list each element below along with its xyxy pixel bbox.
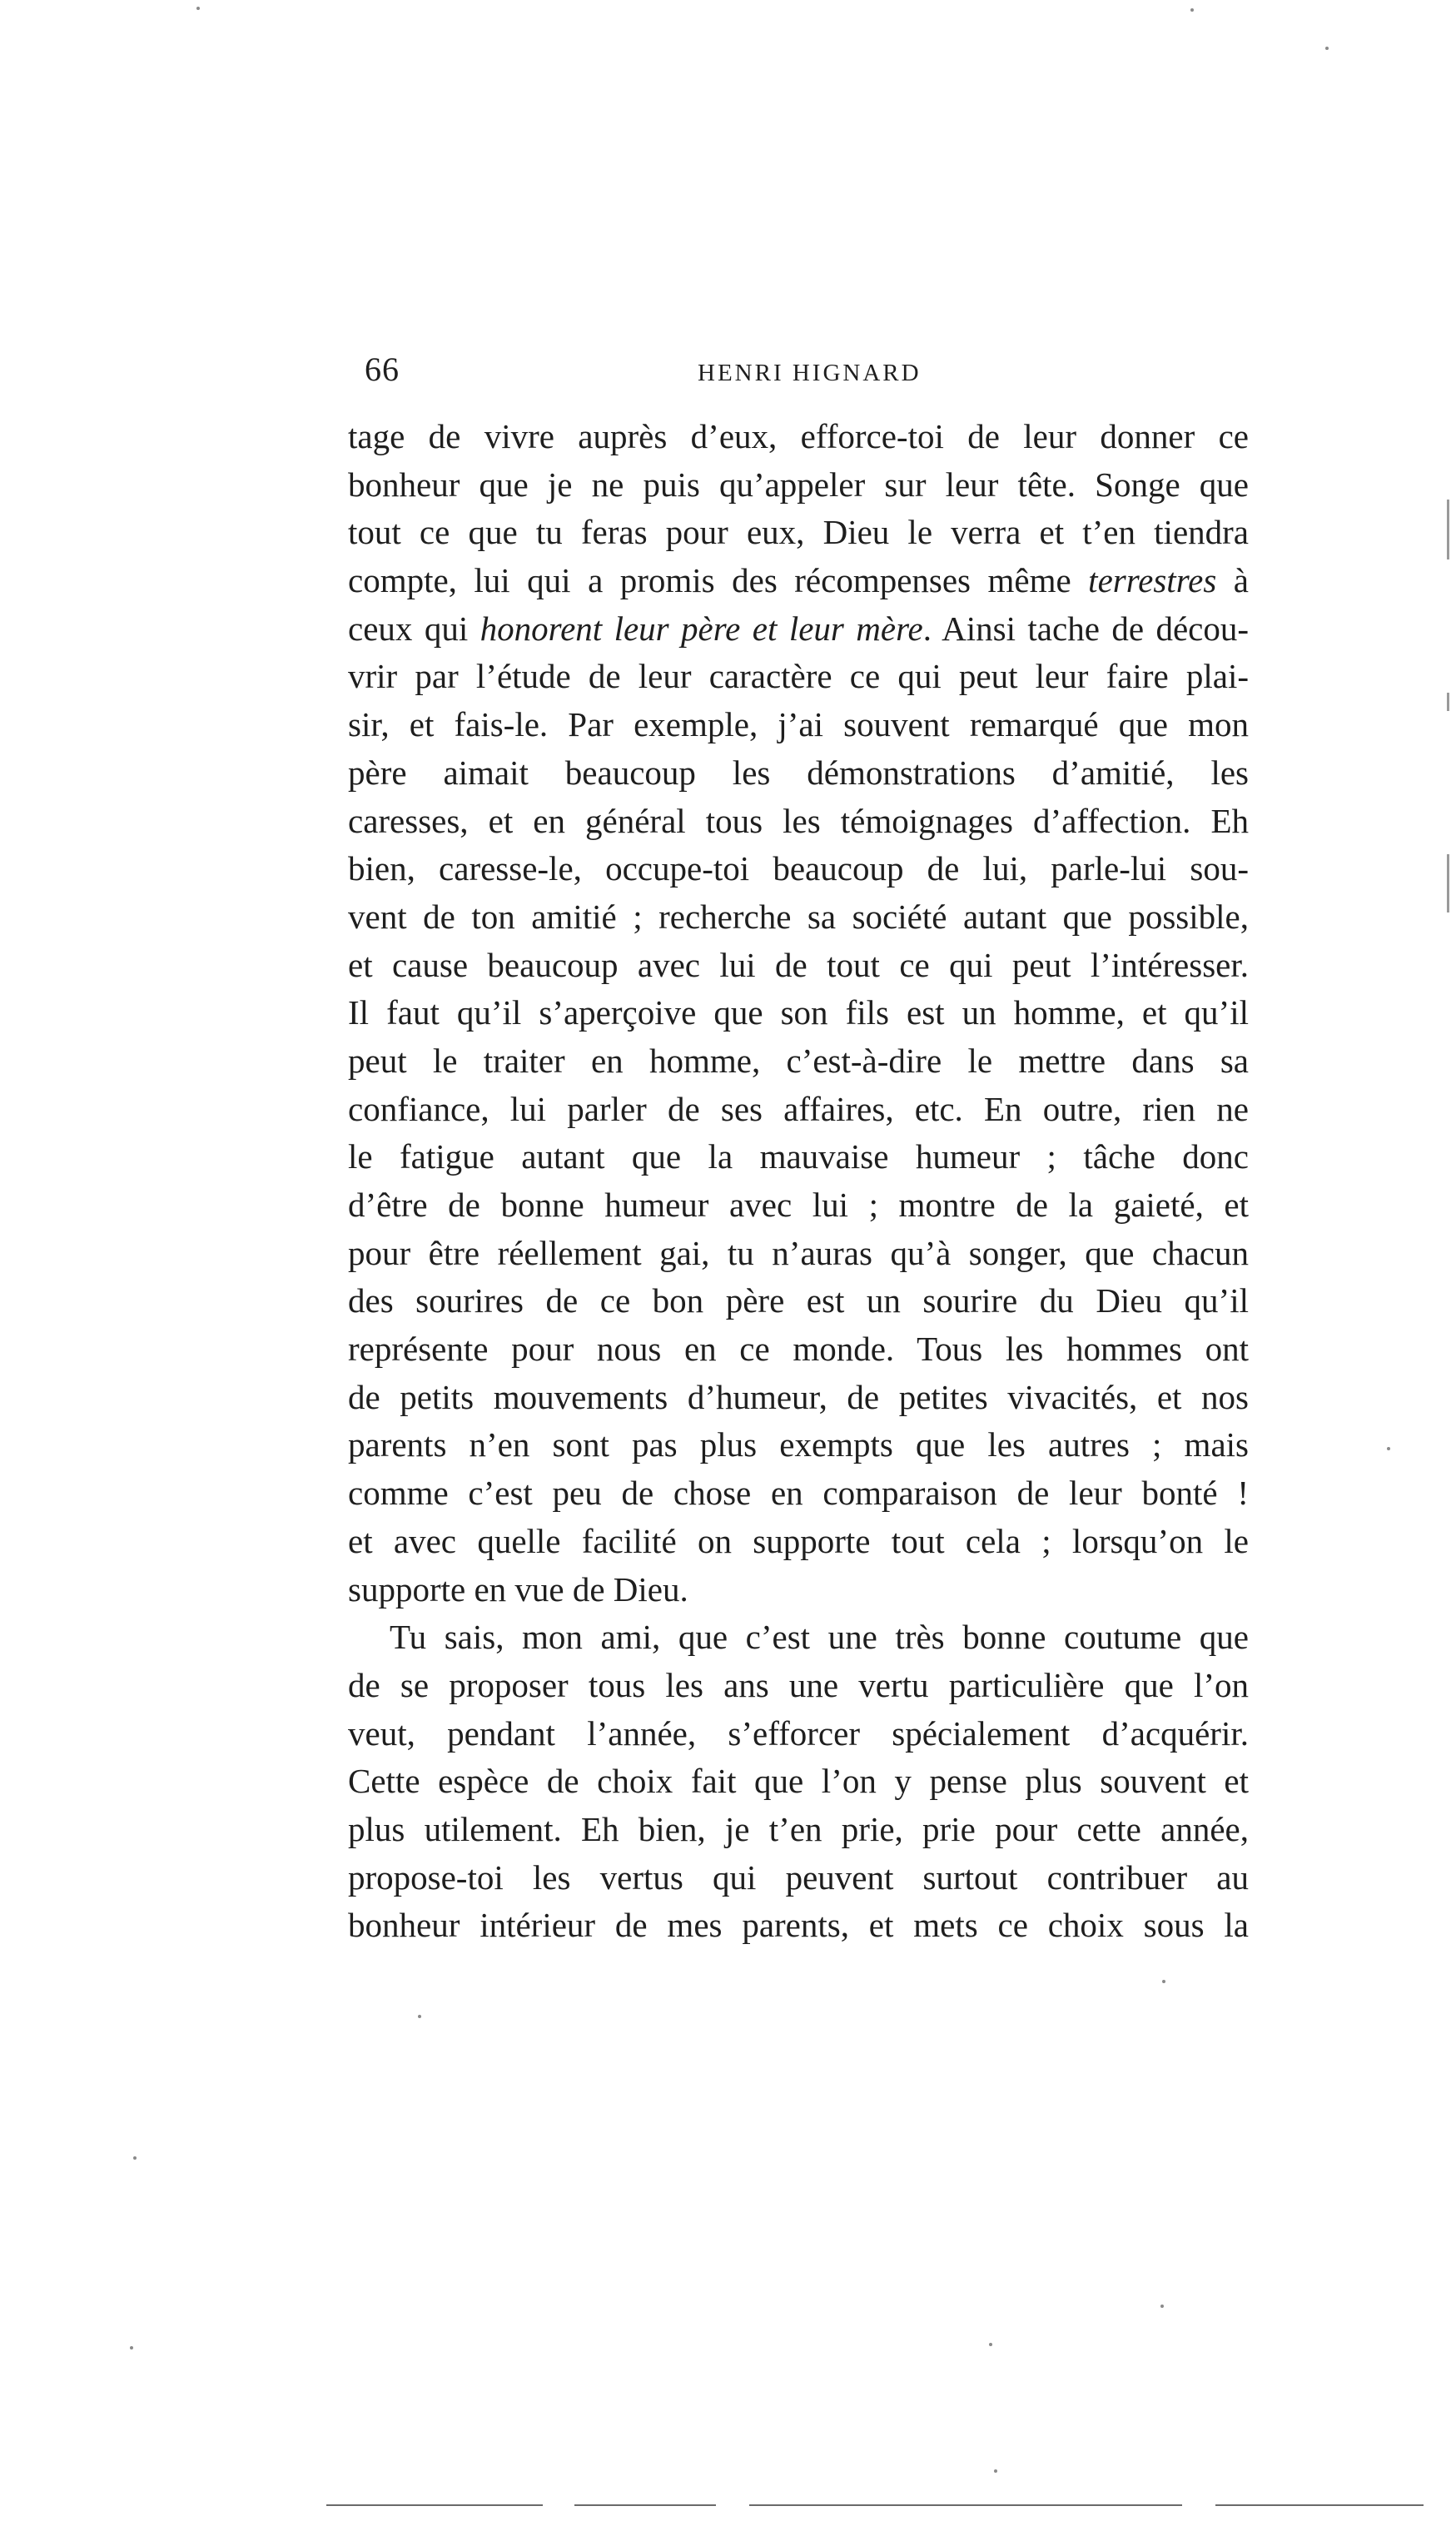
- text-line: [348, 1230, 1249, 1278]
- text-line: [348, 701, 1249, 749]
- scan-edge-mark: [1447, 500, 1449, 559]
- text-line: [348, 942, 1249, 990]
- scan-dot: [1162, 1980, 1165, 1983]
- text-line: [348, 1614, 1249, 1662]
- text-line: [348, 413, 1249, 461]
- text-segment: et avec quelle facilité on supporte tout cela ; lorsqu’on le: [348, 1521, 1249, 1560]
- text-segment: confiance, lui parler de ses affaires, etc. En outre, rien ne: [348, 1089, 1249, 1128]
- text-line: [348, 1037, 1249, 1086]
- running-head: [365, 350, 1240, 400]
- text-line: [348, 1086, 1249, 1134]
- text-segment: veut, pendant l’année, s’efforcer spécialement d’acquérir.: [348, 1713, 1249, 1753]
- running-head-author: HENRI HIGNARD: [698, 360, 922, 386]
- text-line: [348, 1469, 1249, 1518]
- text-segment: pour être réellement gai, tu n’auras qu’à songer, que chacun: [348, 1233, 1249, 1272]
- text-line: [348, 557, 1249, 605]
- text-line: [348, 845, 1249, 893]
- text-segment: représente pour nous en ce monde. Tous les hommes ont: [348, 1330, 1249, 1369]
- text-segment: compte, lui qui a promis des récompenses même: [348, 561, 1089, 600]
- scan-edge-mark: [1447, 854, 1449, 912]
- text-segment: peut le traiter en homme, c’est-à-dire le mettre dans sa: [348, 1041, 1249, 1080]
- bottom-edge-rule: [574, 2504, 716, 2506]
- text-segment: des sourires de ce bon père est un sourire du Dieu qu’il: [348, 1281, 1249, 1320]
- page-number: 66: [365, 351, 400, 388]
- text-line: [348, 1133, 1249, 1181]
- text-segment: à: [1216, 561, 1249, 600]
- text-line: [348, 1662, 1249, 1710]
- text-line: [348, 1566, 1249, 1614]
- text-segment: propose-toi les vertus qui peuvent surtout contribuer au: [348, 1857, 1249, 1897]
- body-text: [348, 413, 1249, 1950]
- scan-dot: [989, 2343, 992, 2346]
- text-line: [348, 1854, 1249, 1902]
- text-line: [348, 1806, 1249, 1854]
- bottom-edge-rule: [326, 2504, 543, 2506]
- text-line: [348, 653, 1249, 701]
- scan-dot: [994, 2469, 997, 2473]
- text-segment: caresses, et en général tous les témoignages d’affection. Eh: [348, 801, 1249, 840]
- text-segment: parents n’en sont pas plus exempts que les autres ; mais: [348, 1425, 1249, 1464]
- text-line: [348, 798, 1249, 846]
- text-segment: bonheur que je ne puis qu’appeler sur leur tête. Songe que: [348, 465, 1249, 504]
- text-line: [348, 1518, 1249, 1566]
- text-line: [348, 893, 1249, 942]
- scan-dot: [1190, 8, 1194, 12]
- text-line: [348, 509, 1249, 557]
- text-segment: supporte en vue de Dieu.: [348, 1569, 688, 1609]
- text-segment: Il faut qu’il s’aperçoive que son fils est un homme, et qu’il: [348, 993, 1249, 1032]
- scan-dot: [196, 7, 200, 10]
- text-segment: bien, caresse-le, occupe-toi beaucoup de lui, parle-lui sou-: [348, 849, 1249, 888]
- text-line: [348, 1902, 1249, 1950]
- text-line: [348, 1277, 1249, 1325]
- italic-phrase: terrestres: [1088, 561, 1217, 600]
- bottom-edge-rule: [749, 2504, 1182, 2506]
- text-segment: tage de vivre auprès d’eux, efforce-toi de leur donner ce: [348, 417, 1249, 455]
- bottom-edge-rule: [1215, 2504, 1424, 2506]
- text-line: [348, 605, 1249, 654]
- text-segment: . Ainsi tache de décou-: [922, 609, 1249, 648]
- text-line: [348, 1710, 1249, 1758]
- scan-dot: [1387, 1447, 1390, 1450]
- text-segment: d’être de bonne humeur avec lui ; montre de la gaieté, et: [348, 1186, 1249, 1224]
- text-line: [348, 1374, 1249, 1422]
- scan-dot: [418, 2015, 421, 2018]
- scan-edge-mark: [1447, 693, 1449, 711]
- scan-dot: [1160, 2305, 1164, 2308]
- text-segment: de se proposer tous les ans une vertu particulière que l’on: [348, 1665, 1249, 1704]
- text-segment: Tu sais, mon ami, que c’est une très bonne coutume que: [390, 1618, 1249, 1657]
- text-segment: vrir par l’étude de leur caractère ce qui peut leur faire plai-: [348, 657, 1249, 696]
- text-segment: tout ce que tu feras pour eux, Dieu le verra et t’en tiendra: [348, 513, 1249, 552]
- text-line: [348, 1421, 1249, 1469]
- italic-phrase: honorent leur père et leur mère: [480, 609, 923, 648]
- scan-dot: [133, 2156, 137, 2160]
- text-line: [348, 1325, 1249, 1374]
- text-segment: sir, et fais-le. Par exemple, j’ai souvent remarqué que mon: [348, 705, 1249, 744]
- text-segment: de petits mouvements d’humeur, de petites vivacités, et nos: [348, 1377, 1249, 1416]
- text-line: [348, 989, 1249, 1037]
- text-segment: le fatigue autant que la mauvaise humeur ; tâche donc: [348, 1137, 1249, 1176]
- scan-dot: [1325, 47, 1329, 50]
- text-segment: Cette espèce de choix fait que l’on y pense plus souvent et: [348, 1762, 1249, 1801]
- text-segment: bonheur intérieur de mes parents, et mets ce choix sous la: [348, 1906, 1249, 1945]
- text-segment: comme c’est peu de chose en comparaison de leur bonté !: [348, 1474, 1249, 1513]
- text-segment: ceux qui: [348, 609, 480, 648]
- text-line: [348, 1758, 1249, 1806]
- text-line: [348, 1181, 1249, 1230]
- text-line: [348, 749, 1249, 798]
- text-segment: et cause beaucoup avec lui de tout ce qui peut l’intéresser.: [348, 945, 1249, 984]
- text-segment: père aimait beaucoup les démonstrations d’amitié, les: [348, 753, 1249, 792]
- scan-dot: [130, 2346, 133, 2349]
- text-segment: plus utilement. Eh bien, je t’en prie, prie pour cette année,: [348, 1809, 1249, 1848]
- text-segment: vent de ton amitié ; recherche sa société autant que possible,: [348, 897, 1249, 936]
- text-line: [348, 461, 1249, 510]
